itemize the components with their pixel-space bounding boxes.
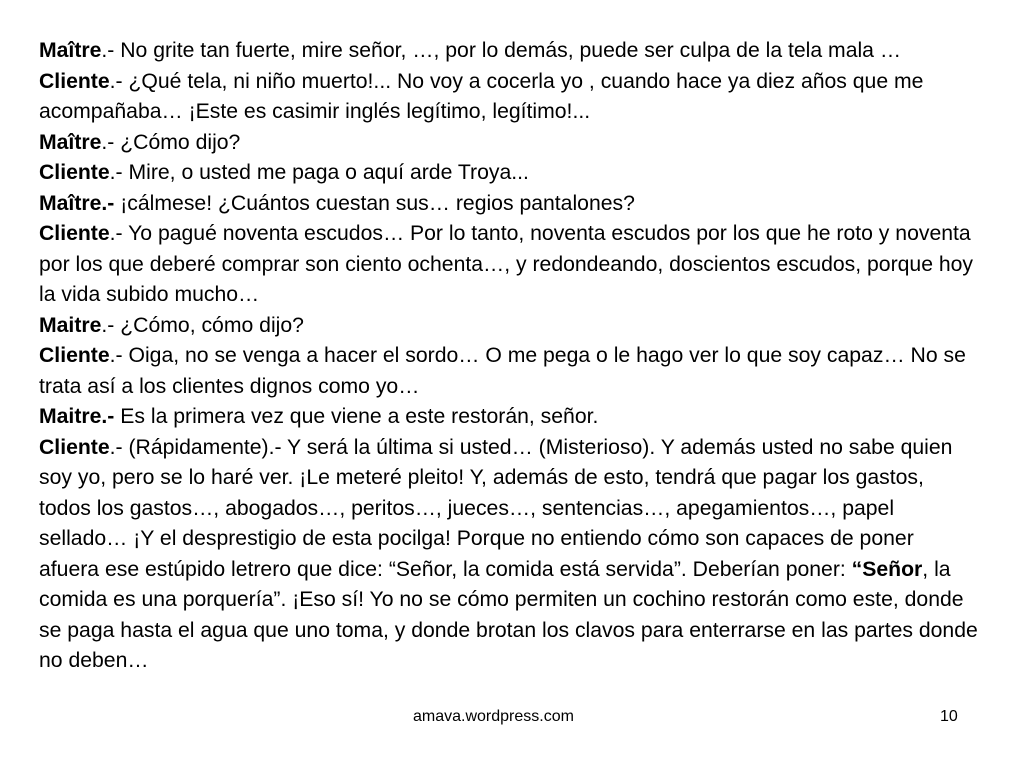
dialogue-line: [39, 311, 979, 342]
dialogue-text-span: .- Mire, o usted me paga o aquí arde Troya...: [109, 161, 529, 184]
dialogue-text-span: .- ¿Cómo dijo?: [101, 130, 241, 154]
dialogue-text-span: .- (Rápidamente).- Y será la última si usted… (Misterioso). Y además usted no sabe quien soy yo, pero se lo haré ver. ¡Le meteré pleito! Y, además de esto, tendrá que pagar los gastos, todos los gastos…, abogados…, peritos…, jueces…, sentencias…, apegamientos…, papel sellado… ¡Y el desprestigio de esta pocilga! Porque no entiendo cómo son capaces de poner afuera ese estúpido letrero que dice: “Señor, la comida está servida”. Deberían poner:: [39, 435, 953, 581]
dialogue-line: [39, 158, 979, 189]
dialogue-line: [39, 128, 979, 159]
dialogue-text-span: Es la primera vez que viene a este restorán, señor.: [114, 405, 599, 428]
dialogue-text-span: ¡cálmese! ¿Cuántos cuestan sus… regios pantalones?: [114, 191, 635, 215]
footer-source: amava.wordpress.com: [413, 708, 574, 725]
emphasis-text: “Señor: [851, 557, 923, 581]
speaker-name: Maître: [39, 130, 102, 154]
dialogue-line: [39, 433, 979, 677]
speaker-name: Maitre.-: [39, 405, 115, 428]
speaker-name: Maitre: [39, 313, 102, 337]
dialogue-text-span: .- ¿Cómo, cómo dijo?: [101, 313, 304, 337]
speaker-name: Cliente: [39, 344, 110, 367]
speaker-name: Cliente: [39, 435, 110, 459]
page-number: 10: [940, 708, 958, 725]
speaker-name: Cliente: [39, 69, 110, 93]
speaker-name: Cliente: [39, 161, 110, 184]
dialogue-line: [39, 36, 979, 67]
dialogue-text: [39, 36, 979, 677]
dialogue-line: [39, 189, 979, 220]
dialogue-line: [39, 219, 979, 311]
dialogue-text-span: .- No grite tan fuerte, mire señor, …, por lo demás, puede ser culpa de la tela mala …: [101, 39, 902, 62]
speaker-name: Maître: [39, 39, 102, 62]
dialogue-line: [39, 341, 979, 402]
speaker-name: Maître.-: [39, 191, 115, 215]
dialogue-text-span: .- ¿Qué tela, ni niño muerto!... No voy a cocerla yo , cuando hace ya diez años que me acompañaba… ¡Este es casimir inglés legítimo, legítimo!...: [39, 69, 924, 123]
dialogue-text-span: .- Yo pagué noventa escudos… Por lo tanto, noventa escudos por los que he roto y noventa por los que deberé comprar son ciento ochenta…, y redondeando, doscientos escudos, porque hoy la vida subido mucho…: [39, 222, 974, 306]
dialogue-text-span: , la comida es una porquería”. ¡Eso sí! Yo no se cómo permiten un cochino restorán como este, donde se paga hasta el agua que uno toma, y donde brotan los clavos para enterrarse en las partes donde no deben…: [39, 557, 978, 672]
dialogue-line: [39, 402, 979, 433]
speaker-name: Cliente: [39, 222, 110, 245]
dialogue-line: [39, 67, 979, 128]
dialogue-text-span: .- Oiga, no se venga a hacer el sordo… O me pega o le hago ver lo que soy capaz… No se trata así a los clientes dignos como yo…: [39, 344, 966, 398]
